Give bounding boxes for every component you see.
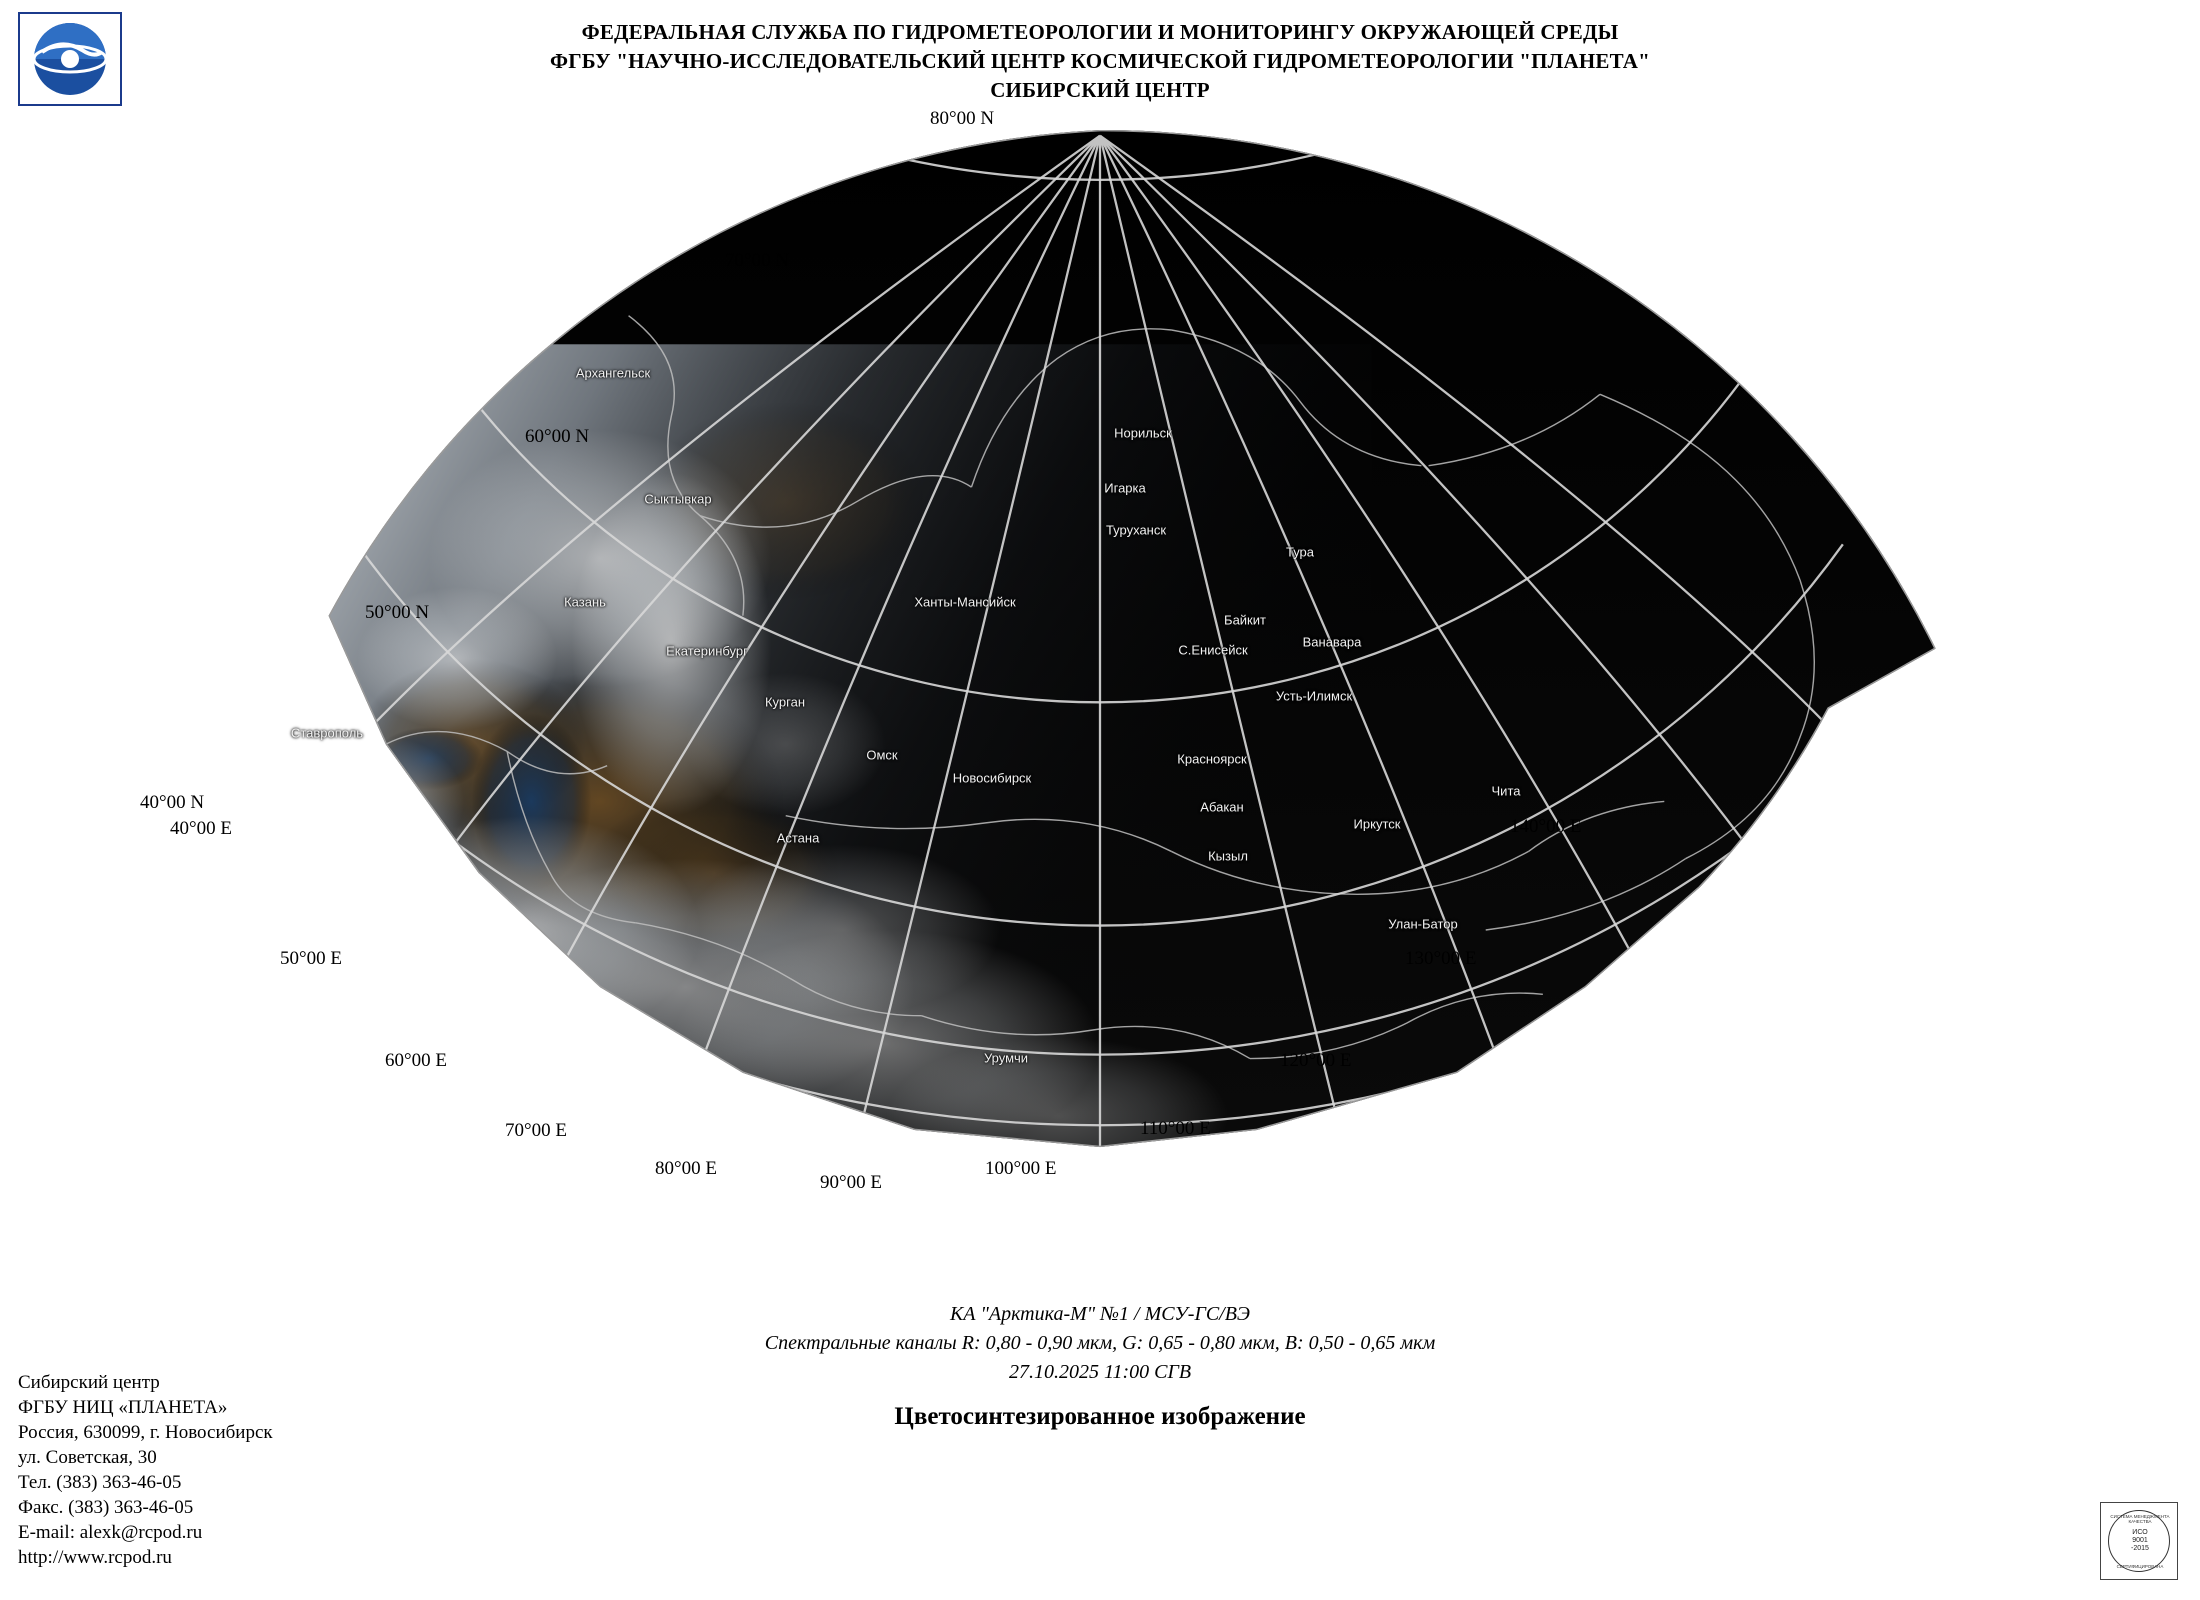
caption-channels: Спектральные каналы R: 0,80 - 0,90 мкм, G: 0,65 - 0,80 мкм, B: 0,50 - 0,65 мкм	[764, 1332, 1436, 1354]
map-canvas	[170, 130, 2030, 1230]
contacts-block	[18, 1370, 273, 1570]
caption-satellite: КА "Арктика-М" №1 / МСУ-ГС/ВЭ	[949, 1303, 1251, 1325]
city-label: Туруханск	[1105, 522, 1167, 538]
city-label: Ванавара	[1302, 634, 1362, 650]
header-line-3: СИБИРСКИЙ ЦЕНТР	[990, 78, 1210, 102]
grid-label: 60°00 E	[385, 1050, 447, 1071]
city-label: Кызыл	[1208, 848, 1248, 864]
city-label: Красноярск	[1177, 751, 1247, 767]
city-label: Ханты-Мансийск	[914, 594, 1016, 610]
header-line-1: ФЕДЕРАЛЬНАЯ СЛУЖБА ПО ГИДРОМЕТЕОРОЛОГИИ И МОНИТОРИНГУ ОКРУЖАЮЩЕЙ СРЕДЫ	[581, 20, 1619, 44]
city-label: С.Енисейск	[1178, 642, 1248, 658]
city-label: Курган	[764, 694, 806, 710]
contact-fax: Факс. (383) 363-46-05	[18, 1497, 194, 1518]
grid-label: 110°00 E	[1140, 1118, 1211, 1139]
grid-label: 90°00 E	[820, 1172, 882, 1193]
city-label: Чита	[1491, 783, 1521, 799]
iso-badge-top-arc: СИСТЕМА МЕНЕДЖМЕНТА КАЧЕСТВА	[2110, 1514, 2170, 1524]
city-label: Астана	[776, 830, 820, 846]
contact-address-street: ул. Советская, 30	[18, 1447, 157, 1468]
grid-label: 50°00 E	[280, 948, 342, 969]
city-label: Байкит	[1224, 612, 1266, 628]
city-label: Улан-Батор	[1388, 916, 1458, 932]
grid-label: 40°00 E	[170, 818, 232, 839]
grid-label: 50°00 N	[365, 602, 430, 623]
grid-label: 130°00 E	[1405, 948, 1477, 969]
city-label: Екатеринбург	[666, 643, 748, 659]
iso-badge-line2: 9001	[2132, 1537, 2148, 1544]
image-caption	[600, 1300, 1600, 1431]
contact-address-city: Россия, 630099, г. Новосибирск	[18, 1422, 273, 1443]
city-label: Омск	[866, 747, 898, 763]
caption-datetime: 27.10.2025 11:00 СГВ	[1008, 1361, 1192, 1383]
contact-email[interactable]: E-mail: alexk@rcpod.ru	[18, 1522, 203, 1543]
caption-product-title: Цветосинтезированное изображение	[894, 1403, 1306, 1430]
grid-label: 80°00 E	[655, 1158, 717, 1179]
contact-org: ФГБУ НИЦ «ПЛАНЕТА»	[18, 1397, 228, 1418]
iso-badge-standard	[2101, 1529, 2179, 1553]
city-label: Абакан	[1200, 799, 1244, 815]
contact-center: Сибирский центр	[18, 1372, 160, 1393]
contact-phone: Тел. (383) 363-46-05	[18, 1472, 182, 1493]
grid-label: 70°00 N	[725, 250, 790, 271]
grid-label: 80°00 N	[930, 108, 995, 129]
city-label: Тура	[1285, 544, 1315, 560]
satellite-map	[140, 108, 2030, 1230]
map-imagery	[171, 130, 2028, 1230]
city-label: Игарка	[1104, 480, 1146, 496]
city-label: Новосибирск	[952, 770, 1032, 786]
page-title	[150, 18, 2050, 105]
iso-badge-bottom-arc: СЕРТИФИЦИРОВАНА	[2116, 1564, 2164, 1569]
city-label: Усть-Илимск	[1275, 688, 1353, 704]
organization-logo	[18, 12, 122, 106]
grid-label: 120°00 E	[1280, 1050, 1352, 1071]
city-label: Урумчи	[983, 1050, 1029, 1066]
city-label: Ставрополь	[290, 725, 364, 741]
city-label: Архангельск	[575, 365, 651, 381]
contact-website[interactable]: http://www.rcpod.ru	[18, 1547, 172, 1568]
city-label: Сыктывкар	[644, 491, 712, 507]
iso-badge-line1: ИСО	[2132, 1529, 2148, 1536]
planeta-emblem-icon	[20, 14, 120, 104]
city-label: Иркутск	[1353, 816, 1401, 832]
grid-label: 40°00 N	[140, 792, 205, 813]
header-line-2: ФГБУ "НАУЧНО-ИССЛЕДОВАТЕЛЬСКИЙ ЦЕНТР КОСМИЧЕСКОЙ ГИДРОМЕТЕОРОЛОГИИ "ПЛАНЕТА"	[550, 49, 1650, 73]
iso-certification-badge	[2100, 1502, 2178, 1580]
grid-label: 70°00 E	[505, 1120, 567, 1141]
iso-badge-line3: -2015	[2131, 1545, 2149, 1552]
grid-label: 100°00 E	[985, 1158, 1057, 1179]
city-label: Казань	[564, 594, 606, 610]
grid-label: 60°00 N	[525, 426, 590, 447]
city-label: Норильск	[1114, 425, 1172, 441]
grid-label: 140°00 E	[1510, 816, 1582, 837]
